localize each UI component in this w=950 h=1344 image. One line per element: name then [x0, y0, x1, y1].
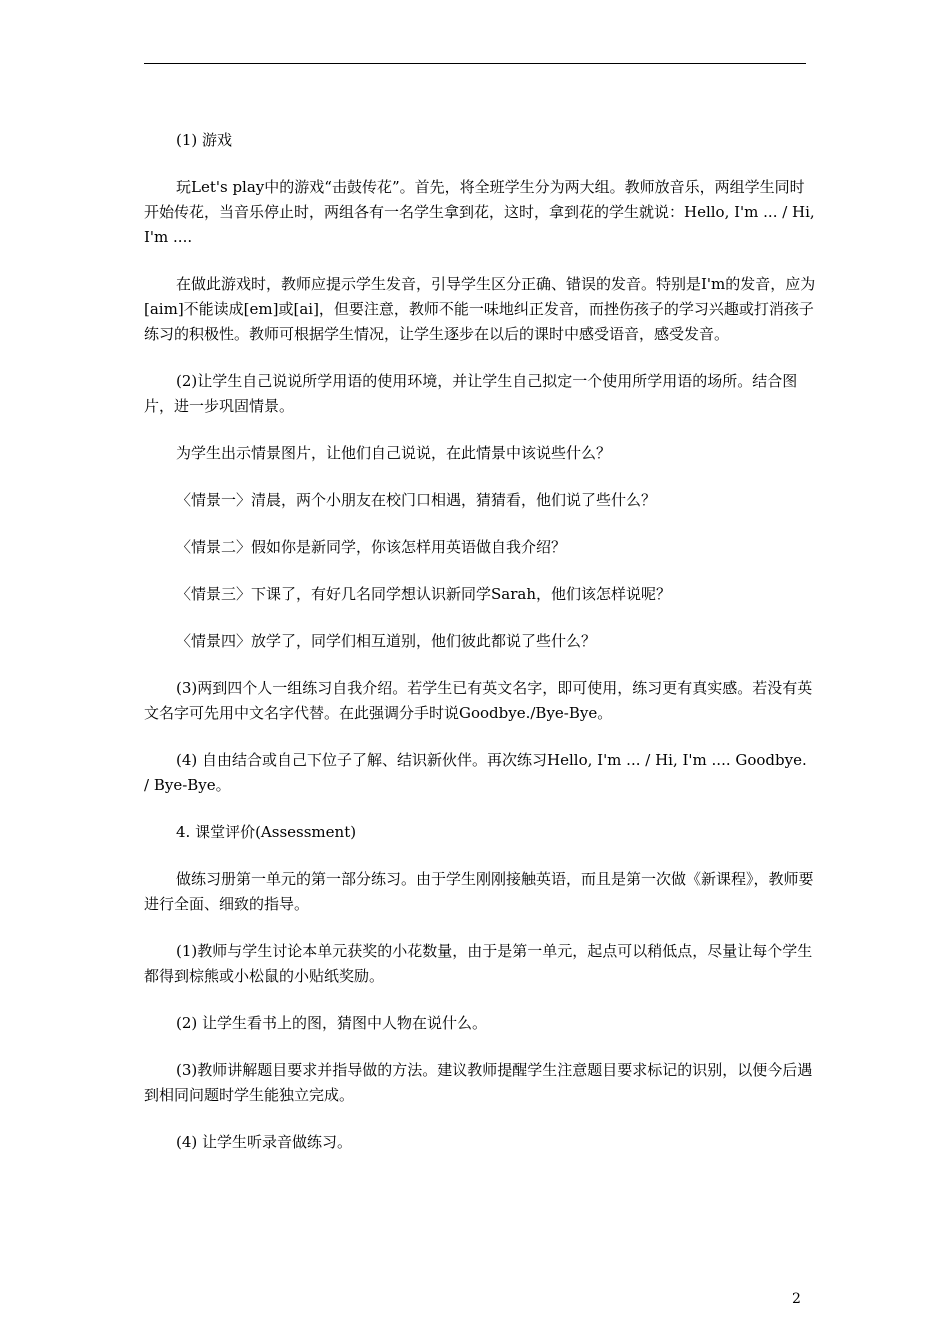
paragraph-scenario-2: 〈情景二〉假如你是新同学，你该怎样用英语做自我介绍？: [176, 538, 567, 556]
paragraph-game-heading: (1) 游戏: [176, 131, 233, 149]
paragraph-pronunciation-note: 在做此游戏时，教师应提示学生发音，引导学生区分正确、错误的发音。特别是I'm的发音，应为[aim]不能读成[em]或[ai]，但要注意，教师不能一味地纠正发音，而挫伤孩子的学习兴趣或打消孩子练习的积极性。教师可根据学生情况，让学生逐步在以后的课时中感受语音，感受发音。: [144, 275, 816, 343]
page-number: 2: [792, 1291, 801, 1307]
paragraph-scenario-4: 〈情景四〉放学了，同学们相互道别，他们彼此都说了些什么？: [176, 632, 597, 650]
paragraph-scenario-3: 〈情景三〉下课了，有好几名同学想认识新同学Sarah，他们该怎样说呢？: [176, 585, 671, 603]
paragraph-step-4: (4) 自由结合或自己下位子了解、结识新伙伴。再次练习Hello, I'm ... / Hi, I'm .... Goodbye. / Bye-Bye。: [144, 751, 807, 794]
paragraph-workbook: 做练习册第一单元的第一部分练习。由于学生刚刚接触英语，而且是第一次做《新课程》，教师要进行全面、细致的指导。: [144, 870, 814, 913]
paragraph-assessment-3: (3)教师讲解题目要求并指导做的方法。建议教师提醒学生注意题目要求标记的识别，以便今后遇到相同问题时学生能独立完成。: [144, 1061, 813, 1104]
paragraph-show-pictures: 为学生出示情景图片，让他们自己说说，在此情景中该说些什么？: [176, 444, 612, 462]
paragraph-step-2: (2)让学生自己说说所学用语的使用环境，并让学生自己拟定一个使用所学用语的场所。结合图片，进一步巩固情景。: [144, 372, 798, 415]
paragraph-assessment-2: (2) 让学生看书上的图，猜图中人物在说什么。: [176, 1014, 488, 1032]
paragraph-scenario-1: 〈情景一〉清晨，两个小朋友在校门口相遇，猜猜看，他们说了些什么？: [176, 491, 657, 509]
paragraph-game-description: 玩Let's play中的游戏“击鼓传花”。首先，将全班学生分为两大组。教师放音乐，两组学生同时开始传花，当音乐停止时，两组各有一名学生拿到花，这时，拿到花的学生就说：Hello, I'm ... / Hi, I'm ....: [144, 178, 815, 246]
header-rule: [144, 63, 806, 64]
paragraph-assessment-1: (1)教师与学生讨论本单元获奖的小花数量，由于是第一单元，起点可以稍低点，尽量让每个学生都得到棕熊或小松鼠的小贴纸奖励。: [144, 942, 813, 985]
document-body: [144, 128, 816, 1177]
paragraph-assessment-4: (4) 让学生听录音做练习。: [176, 1133, 353, 1151]
paragraph-step-3: (3)两到四个人一组练习自我介绍。若学生已有英文名字，即可使用，练习更有真实感。若没有英文名字可先用中文名字代替。在此强调分手时说Goodbye./Bye-Bye。: [144, 679, 813, 722]
section-heading-assessment: 4. 课堂评价(Assessment): [176, 823, 357, 841]
